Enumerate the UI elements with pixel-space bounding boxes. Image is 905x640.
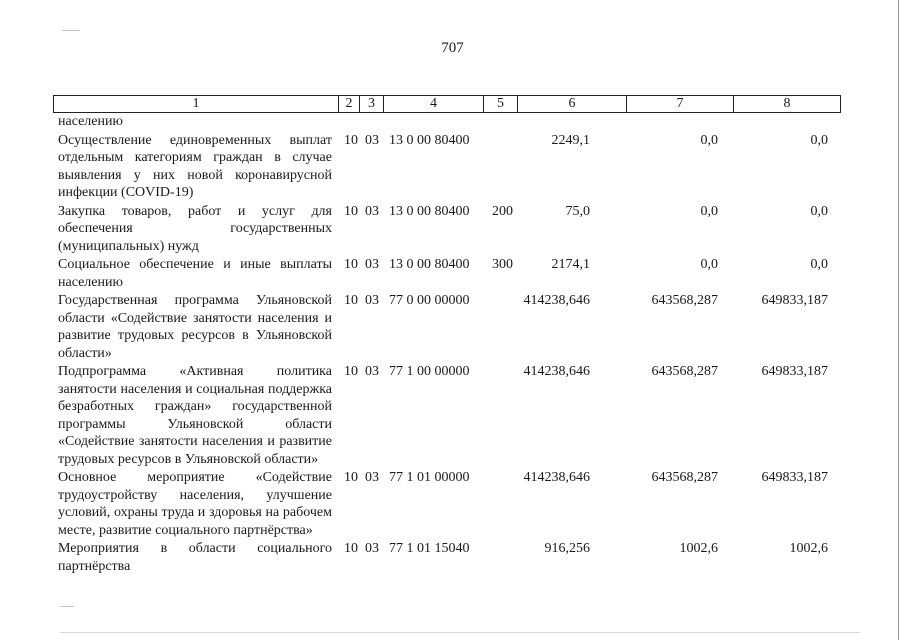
row-amount-col8: 649833,187 — [761, 293, 828, 308]
row-amount-col6: 414238,646 — [523, 364, 590, 379]
row-expense-type: 300 — [492, 257, 513, 272]
row-amount-col8: 0,0 — [810, 203, 828, 219]
table-row — [58, 203, 848, 256]
row-target-article: 77 1 01 15040 — [389, 541, 470, 556]
row-amount-col6: 414238,646 — [523, 293, 590, 308]
row-section-code: 10 — [344, 257, 358, 272]
table-row — [58, 540, 848, 575]
row-amount-col6: 2174,1 — [551, 257, 590, 272]
column-header-row — [54, 96, 841, 113]
row-description: Подпрограмма «Активная политика занятости населения и социальная поддержка безработных граждан» государственной программы Ульяновской области «Содействие занятости населения и развитие трудовых ресурсов в Ульяновской области» — [58, 364, 332, 467]
page-edge-line — [898, 0, 899, 640]
row-target-article: 13 0 00 80400 — [389, 257, 470, 272]
row-amount-col7: 643568,287 — [651, 364, 718, 379]
row-amount-col8: 0,0 — [810, 257, 828, 272]
column-header-4: 4 — [384, 96, 484, 113]
row-subsection-code: 03 — [365, 470, 379, 485]
row-description: Осуществление единовременных выплат отдельным категориям граждан в случае выявления у них новой коронавирусной инфекции (COVID-19) — [58, 132, 332, 200]
row-section-code: 10 — [344, 470, 358, 485]
row-amount-col8: 1002,6 — [789, 541, 828, 556]
row-description: Государственная программа Ульяновской области «Содействие занятости населения и развитие трудовых ресурсов в Ульяновской области» — [58, 293, 332, 361]
row-subsection-code: 03 — [365, 257, 379, 272]
row-section-code: 10 — [344, 541, 358, 556]
page-number: 707 — [441, 40, 464, 56]
table-row — [58, 292, 848, 362]
row-amount-col6: 414238,646 — [523, 470, 590, 485]
row-target-article: 13 0 00 80400 — [389, 203, 470, 219]
row-description: Основное мероприятие «Содействие трудоустройству населения, улучшение условий, охраны труда и здоровья на рабочем месте, развитие социального партнёрства» — [58, 470, 332, 538]
table-row — [58, 469, 848, 539]
row-section-code: 10 — [344, 293, 358, 308]
row-subsection-code: 03 — [365, 541, 379, 556]
row-amount-col7: 0,0 — [700, 203, 718, 219]
row-description: Закупка товаров, работ и услуг для обеспечения государственных (муниципальных) нужд — [58, 203, 332, 254]
row-subsection-code: 03 — [365, 132, 379, 148]
row-section-code: 10 — [344, 364, 358, 379]
row-target-article: 77 1 01 00000 — [389, 470, 470, 485]
column-header-table — [53, 95, 841, 113]
row-target-article: 77 0 00 00000 — [389, 293, 470, 308]
row-subsection-code: 03 — [365, 293, 379, 308]
column-header-8: 8 — [734, 96, 841, 113]
column-header-1: 1 — [54, 96, 339, 113]
row-section-code: 10 — [344, 132, 358, 148]
scan-noise-top — [62, 30, 80, 31]
column-header-5: 5 — [484, 96, 518, 113]
row-subsection-code: 03 — [365, 203, 379, 219]
table-row — [58, 256, 848, 291]
row-amount-col7: 0,0 — [700, 132, 718, 148]
row-amount-col6: 75,0 — [565, 203, 590, 219]
row-amount-col7: 643568,287 — [651, 470, 718, 485]
row-amount-col7: 1002,6 — [679, 541, 718, 556]
table-row — [58, 113, 848, 131]
column-header-2: 2 — [339, 96, 360, 113]
column-header-3: 3 — [360, 96, 384, 113]
scan-noise-bottom — [60, 606, 74, 607]
table-row — [58, 132, 848, 202]
column-header-6: 6 — [518, 96, 627, 113]
row-description: Социальное обеспечение и иные выплаты населению — [58, 257, 332, 290]
budget-table-body — [58, 113, 848, 575]
table-row — [58, 363, 848, 468]
row-amount-col8: 649833,187 — [761, 364, 828, 379]
row-description: населению — [58, 114, 123, 129]
column-header-7: 7 — [627, 96, 734, 113]
row-amount-col8: 649833,187 — [761, 470, 828, 485]
scan-noise-bottom-edge — [60, 632, 860, 633]
row-target-article: 77 1 00 00000 — [389, 364, 470, 379]
row-amount-col8: 0,0 — [810, 132, 828, 148]
row-amount-col6: 2249,1 — [551, 132, 590, 148]
row-section-code: 10 — [344, 203, 358, 219]
row-amount-col7: 0,0 — [700, 257, 718, 272]
row-amount-col6: 916,256 — [544, 541, 590, 556]
row-description: Мероприятия в области социального партнёрства — [58, 541, 332, 574]
row-expense-type: 200 — [492, 203, 513, 219]
row-amount-col7: 643568,287 — [651, 293, 718, 308]
row-target-article: 13 0 00 80400 — [389, 132, 470, 148]
row-subsection-code: 03 — [365, 364, 379, 379]
